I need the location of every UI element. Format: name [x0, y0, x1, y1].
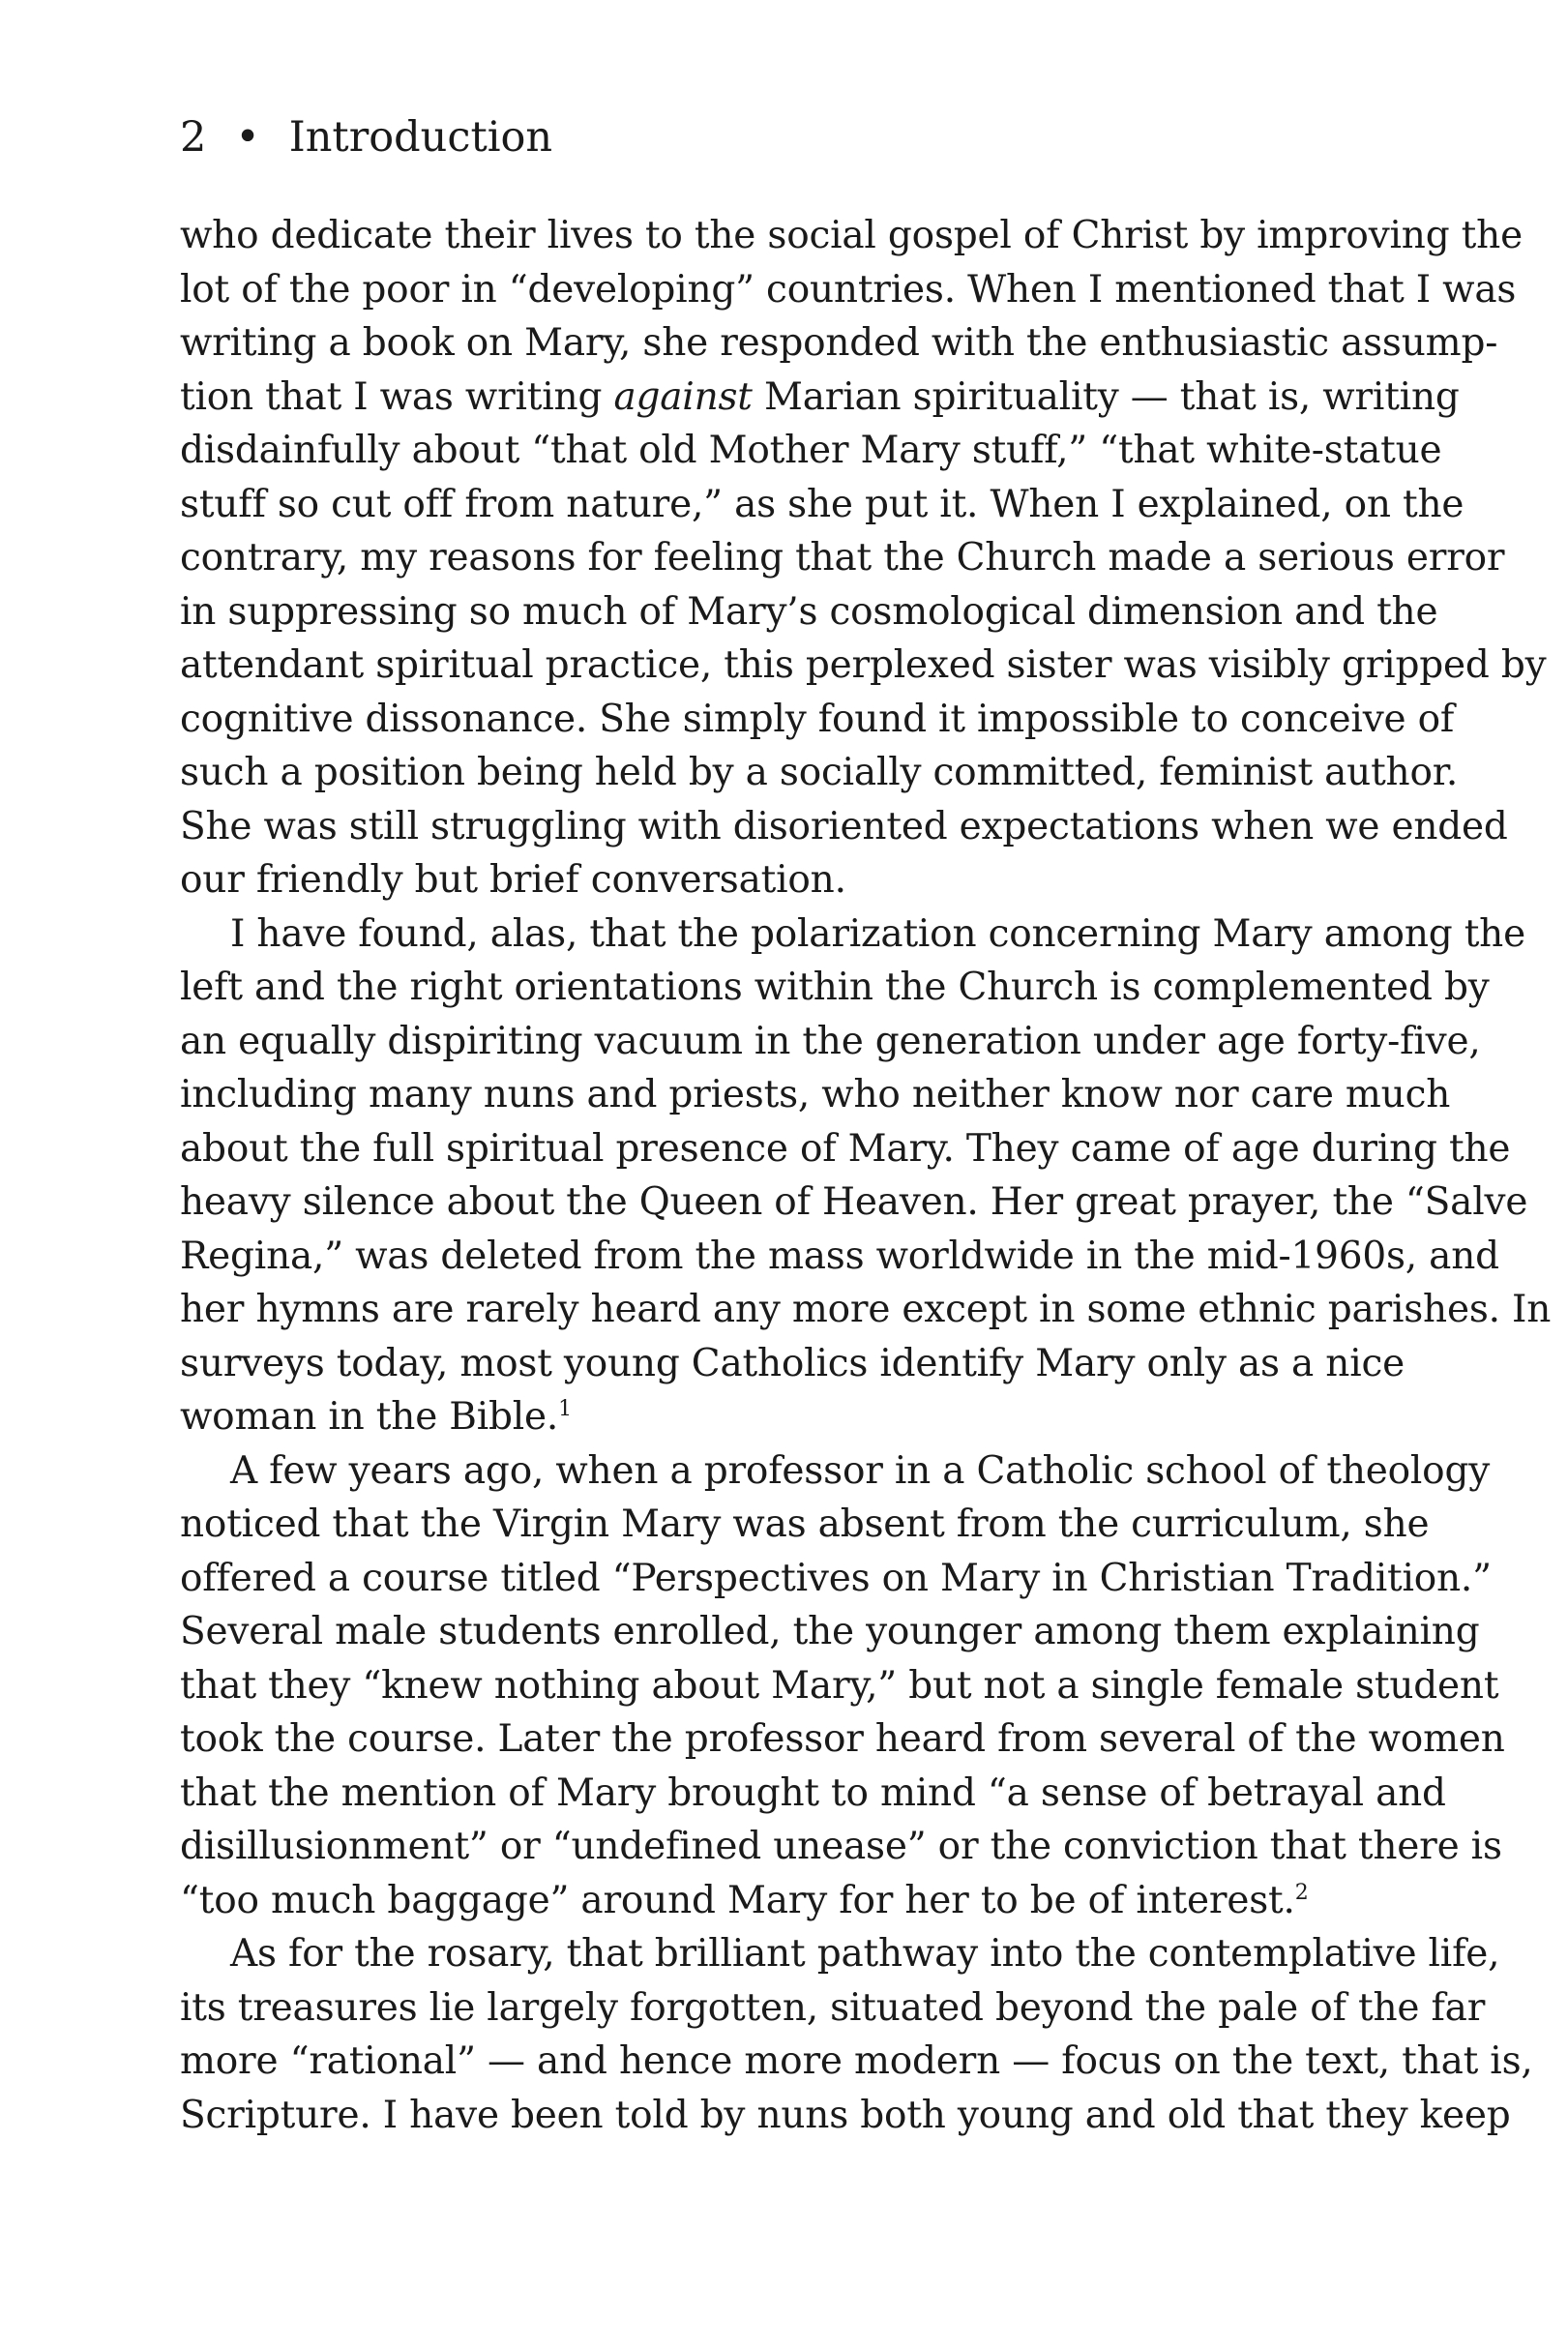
text-line: Regina,” was deleted from the mass worldwide in the mid-1960s, and	[180, 1234, 1499, 1278]
footnote-marker[interactable]: 2	[1294, 1880, 1309, 1905]
text-line: A few years ago, when a professor in a Catholic school of theology	[230, 1448, 1491, 1493]
page-number: 2	[180, 113, 207, 162]
text-line: who dedicate their lives to the social gospel of Christ by improving the	[180, 214, 1523, 257]
text-line: our friendly but brief conversation.	[180, 858, 846, 902]
text-line: writing a book on Mary, she responded with the enthusiastic assump-	[180, 321, 1498, 365]
text-line: disillusionment” or “undefined unease” or the conviction that there is	[180, 1825, 1502, 1868]
text-line: that the mention of Mary brought to mind “a sense of betrayal and	[180, 1770, 1446, 1815]
text-line: contrary, my reasons for feeling that the Church made a serious error	[180, 536, 1505, 580]
text-line: its treasures lie largely forgotten, situated beyond the pale of the far	[180, 1985, 1486, 2030]
text-line: noticed that the Virgin Mary was absent from the curriculum, she	[180, 1502, 1430, 1546]
text-line: an equally dispiriting vacuum in the generation under age forty-five,	[180, 1019, 1481, 1063]
text-line: cognitive dissonance. She simply found it impossible to conceive of	[180, 697, 1455, 741]
text-line: Scripture. I have been told by nuns both young and old that they keep	[180, 2093, 1511, 2137]
body-text	[180, 209, 1552, 2142]
text-line: As for the rosary, that brilliant pathway into the contemplative life,	[230, 1932, 1500, 1976]
text-line: attendant spiritual practice, this perplexed sister was visibly gripped by	[180, 643, 1547, 687]
text-line: woman in the Bible.$^1$	[180, 1395, 572, 1439]
text-line: tion that I was writing against Marian spirituality — that is, writing	[180, 374, 1460, 419]
paragraph	[180, 907, 1552, 1444]
text-line: left and the right orientations within the Church is complemented by	[180, 966, 1490, 1009]
text-line: such a position being held by a socially committed, feminist author.	[180, 751, 1459, 794]
text-line: “too much baggage” around Mary for her to be of interest.$^2$	[180, 1878, 1309, 1922]
text-line: stuff so cut off from nature,” as she put it. When I explained, on the	[180, 482, 1464, 526]
text-line: surveys today, most young Catholics identify Mary only as a nice	[180, 1341, 1405, 1385]
text-line: her hymns are rarely heard any more except in some ethnic parishes. In	[180, 1288, 1552, 1331]
text-line: I have found, alas, that the polarization concerning Mary among the	[230, 911, 1525, 956]
footnote-marker[interactable]: 1	[558, 1397, 572, 1421]
header-separator: •	[235, 113, 260, 162]
running-head	[180, 108, 552, 166]
text-line: took the course. Later the professor heard from several of the women	[180, 1717, 1505, 1761]
text-line: disdainfully about “that old Mother Mary stuff,” “that white-statue	[180, 429, 1442, 472]
paragraph	[180, 209, 1547, 907]
text-line: lot of the poor in “developing” countries. When I mentioned that I was	[180, 267, 1517, 312]
text-line: offered a course titled “Perspectives on Mary in Christian Tradition.”	[180, 1556, 1492, 1600]
text-line: in suppressing so much of Mary’s cosmological dimension and the	[180, 589, 1438, 634]
text-line: more “rational” — and hence more modern — focus on the text, that is,	[180, 2039, 1533, 2083]
emphasis: against	[613, 374, 753, 419]
text-line: Several male students enrolled, the younger among them explaining	[180, 1610, 1480, 1653]
section-title: Introduction	[288, 113, 553, 162]
paragraph	[180, 1927, 1533, 2142]
text-line: including many nuns and priests, who neither know nor care much	[180, 1073, 1451, 1116]
paragraph	[180, 1444, 1505, 1928]
text-line: about the full spiritual presence of Mary. They came of age during the	[180, 1126, 1511, 1171]
text-line: that they “knew nothing about Mary,” but not a single female student	[180, 1663, 1499, 1708]
text-line: She was still struggling with disoriented expectations when we ended	[180, 804, 1508, 848]
text-line: heavy silence about the Queen of Heaven. Her great prayer, the “Salve	[180, 1180, 1528, 1224]
